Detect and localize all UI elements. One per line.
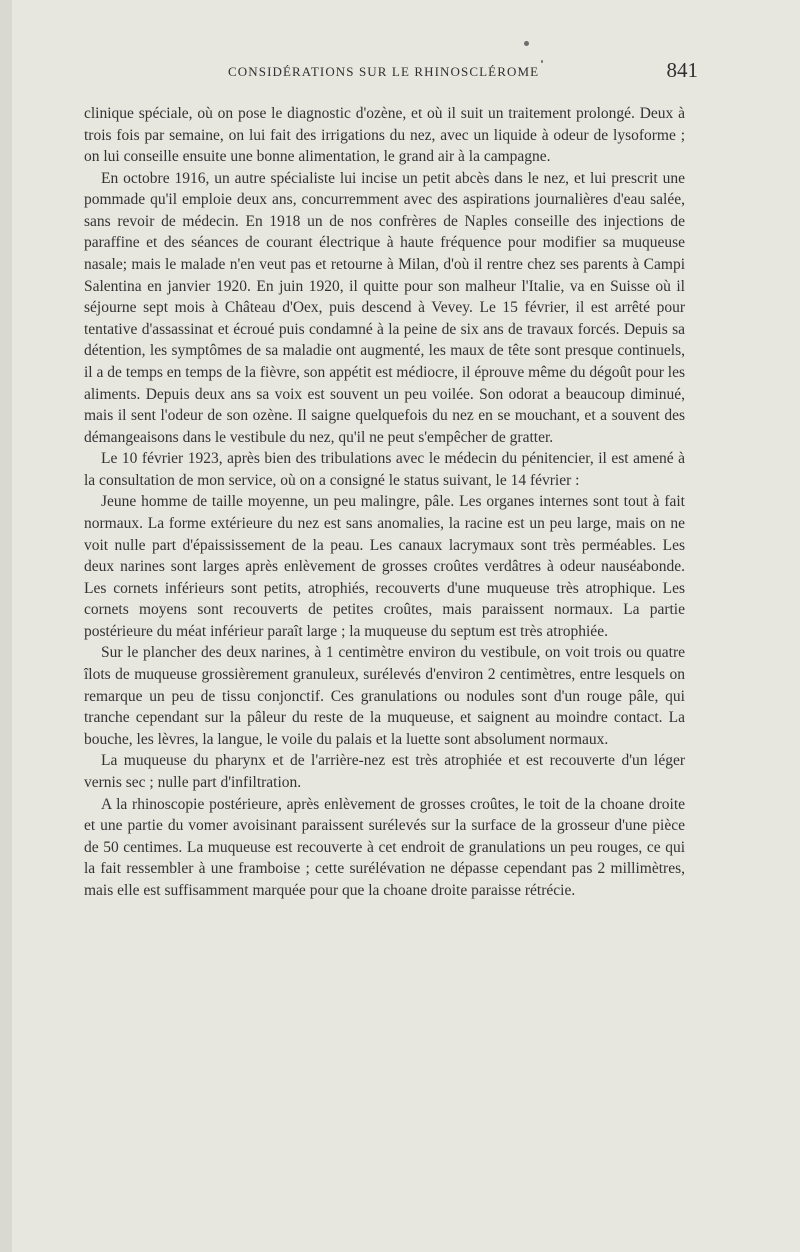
page-binding-edge <box>0 0 12 1252</box>
paragraph: Le 10 février 1923, après bien des tribulations avec le médecin du pénitencier, il est amené à la consultation de mon service, où on a consigné le status suivant, le 14 février : <box>84 450 685 489</box>
paragraph: En octobre 1916, un autre spécialiste lui incise un petit abcès dans le nez, et lui prescrit une pommade qu'il emploie deux ans, concurremment avec des aspirations journalières d'eau salée, sans revoir de médecin. En 1918 un de nos confrères de Naples conseille des injections de paraffine et des séances de courant électrique à haute fréquence pour modifier sa muqueuse nasale; mais le malade n'en veut pas et retourne à Milan, d'où il rentre chez ses parents à Campi Salentina en janvier 1920. En juin 1920, il quitte pour son malheur l'Italie, va en Suisse où il séjourne sept mois à Château d'Oex, puis descend à Vevey. Le 15 février, il est arrêté pour tentative d'assassinat et écroué puis condamné à la peine de six ans de travaux forcés. Depuis sa détention, les symptômes de sa maladie ont augmenté, les maux de tête sont presque continuels, il a de temps en temps de la fièvre, son appétit est médiocre, il éprouve même du dégoût pour les aliments. Depuis deux ans sa voix est souvent un peu voilée. Son odorat a beaucoup diminué, mais il sent l'odeur de son ozène. Il saigne quelquefois du nez en se mouchant, et a souvent des démangeaisons dans le vestibule du nez, qu'il ne peut s'empêcher de gratter. <box>84 169 685 446</box>
running-title: CONSIDÉRATIONS SUR LE RHINOSCLÉROME <box>228 64 540 79</box>
paragraph: A la rhinoscopie postérieure, après enlèvement de grosses croûtes, le toit de la choane droite et une partie du vomer avoisinant paraissent surélevés sur la surface de la grosseur d'une pièce de 50 centimes. La muqueuse est recouverte à cet endroit de granulations un peu rouges, ce qui la fait ressembler à une framboise ; cette surélévation ne dépasse cependant pas 2 millimètres, mais elle est suffisamment marquée pour que la choane droite paraisse rétrécie. <box>84 795 685 899</box>
body-text <box>84 103 685 901</box>
paragraph: clinique spéciale, où on pose le diagnostic d'ozène, et où il suit un traitement prolongé. Deux à trois fois par semaine, on lui fait des irrigations du nez, avec un liquide à odeur de lysoforme ; on lui conseille ensuite une bonne alimentation, le grand air à la campagne. <box>84 105 685 166</box>
paragraph: Jeune homme de taille moyenne, un peu malingre, pâle. Les organes internes sont tout à fait normaux. La forme extérieure du nez est sans anomalies, la racine est un peu large, mais on ne voit nulle part d'épaississement de la peau. Les canaux lacrymaux sont très perméables. Les deux narines sont larges après enlèvement de grosses croûtes verdâtres à odeur nauséabonde. Les cornets inférieurs sont petits, atrophiés, recouverts d'une muqueuse très atrophique. Les cornets moyens sont recouverts de petites croûtes, mais paraissent normaux. La partie postérieure du méat inférieur paraît large ; la muqueuse du septum est très atrophiée. <box>84 493 685 640</box>
paragraph: La muqueuse du pharynx et de l'arrière-nez est très atrophiée et est recouverte d'un léger vernis sec ; nulle part d'infiltration. <box>84 752 685 791</box>
page-number: 841 <box>666 58 698 82</box>
running-header <box>84 58 698 90</box>
paragraph: Sur le plancher des deux narines, à 1 centimètre environ du vestibule, on voit trois ou quatre îlots de muqueuse grossièrement granuleux, surélevés d'environ 2 centimètres, entre lesquels on remarque un peu de tissu conjonctif. Ces granulations ou nodules sont d'un rouge pâle, qui tranche cependant sur la pâleur du reste de la muqueuse, et saignent au moindre contact. La bouche, les lèvres, la langue, le voile du palais et la luette sont absolument normaux. <box>84 644 685 748</box>
ink-speck <box>524 41 529 46</box>
